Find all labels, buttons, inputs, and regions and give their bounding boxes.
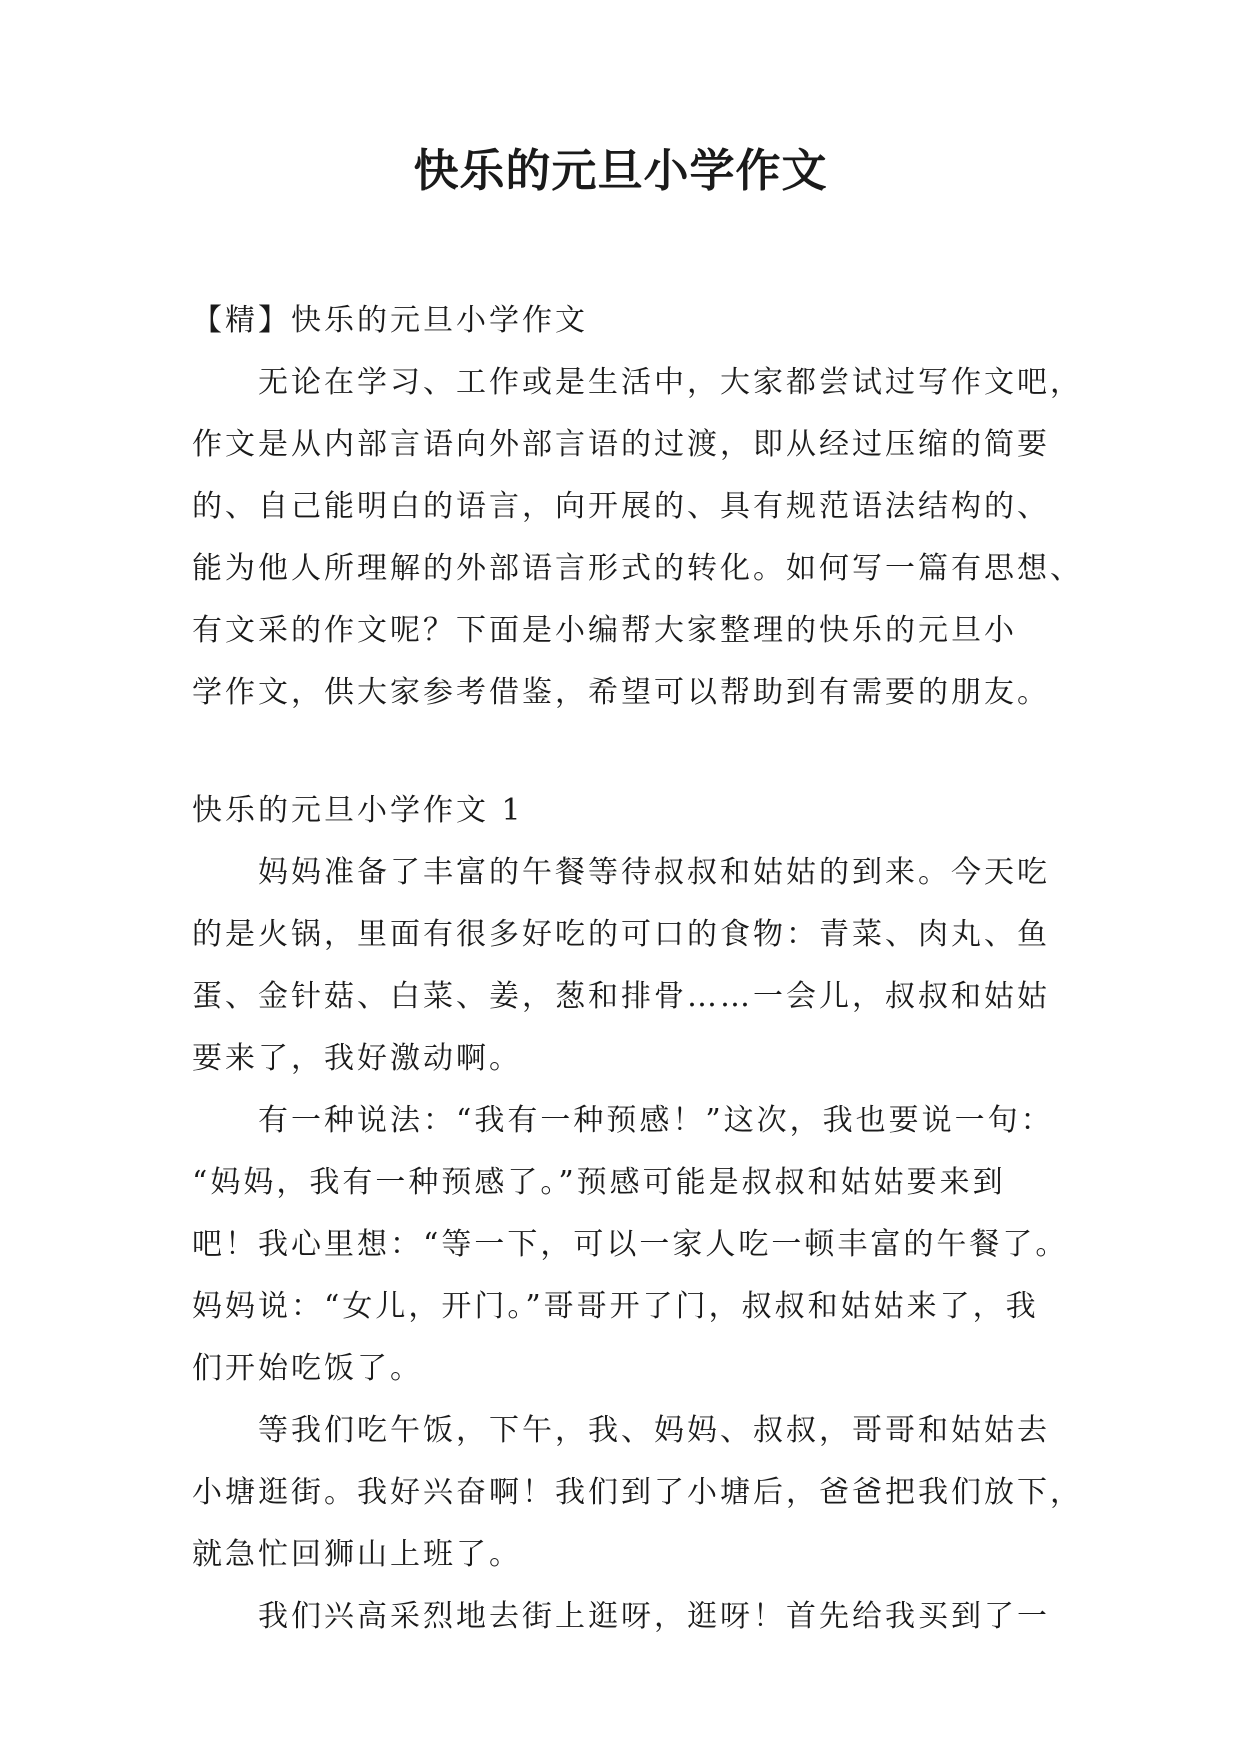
section-heading: 快乐的元旦小学作文 1 <box>192 793 524 828</box>
paragraph-4 <box>192 1586 1062 1648</box>
document-title: 快乐的元旦小学作文 <box>413 144 828 197</box>
text-line: 的是火锅，里面有很多好吃的可口的食物：青菜、肉丸、鱼 <box>192 917 1050 952</box>
text-line: 要来了，我好激动啊。 <box>192 1041 522 1076</box>
text-line: “妈妈，我有一种预感了。”预感可能是叔叔和姑姑要来到 <box>192 1165 1006 1200</box>
text-line: 能为他人所理解的外部语言形式的转化。如何写一篇有思想、 <box>192 551 1083 586</box>
text-line: 无论在学习、工作或是生活中，大家都尝试过写作文吧， <box>258 365 1083 400</box>
paragraph-3 <box>192 1400 1083 1586</box>
text-line: 妈妈说：“女儿，开门。”哥哥开了门，叔叔和姑姑来了，我 <box>192 1289 1039 1324</box>
paragraph-2 <box>192 1090 1069 1400</box>
text-line: 我们兴高采烈地去街上逛呀，逛呀！首先给我买到了一 <box>258 1599 1050 1634</box>
intro-label: 【精】快乐的元旦小学作文 <box>192 303 588 338</box>
text-line: 有一种说法：“我有一种预感！”这次，我也要说一句： <box>258 1103 1054 1138</box>
intro-paragraph <box>192 352 1083 724</box>
text-line: 就急忙回狮山上班了。 <box>192 1537 522 1572</box>
section-spacer <box>192 724 1062 780</box>
text-line: 小塘逛街。我好兴奋啊！我们到了小塘后，爸爸把我们放下， <box>192 1475 1083 1510</box>
text-line: 妈妈准备了丰富的午餐等待叔叔和姑姑的到来。今天吃 <box>258 855 1050 890</box>
text-line: 吧！我心里想：“等一下，可以一家人吃一顿丰富的午餐了。 <box>192 1227 1069 1262</box>
text-line: 们开始吃饭了。 <box>192 1351 423 1386</box>
text-line: 有文采的作文呢？下面是小编帮大家整理的快乐的元旦小 <box>192 613 1017 648</box>
text-line: 蛋、金针菇、白菜、姜，葱和排骨……一会儿，叔叔和姑姑 <box>192 979 1050 1014</box>
text-line: 作文是从内部言语向外部言语的过渡，即从经过压缩的简要 <box>192 427 1050 462</box>
text-line: 的、自己能明白的语言，向开展的、具有规范语法结构的、 <box>192 489 1050 524</box>
text-line: 等我们吃午饭，下午，我、妈妈、叔叔，哥哥和姑姑去 <box>258 1413 1050 1448</box>
text-line: 学作文，供大家参考借鉴，希望可以帮助到有需要的朋友。 <box>192 675 1050 710</box>
document-body <box>192 290 1083 1648</box>
paragraph-1 <box>192 842 1062 1090</box>
